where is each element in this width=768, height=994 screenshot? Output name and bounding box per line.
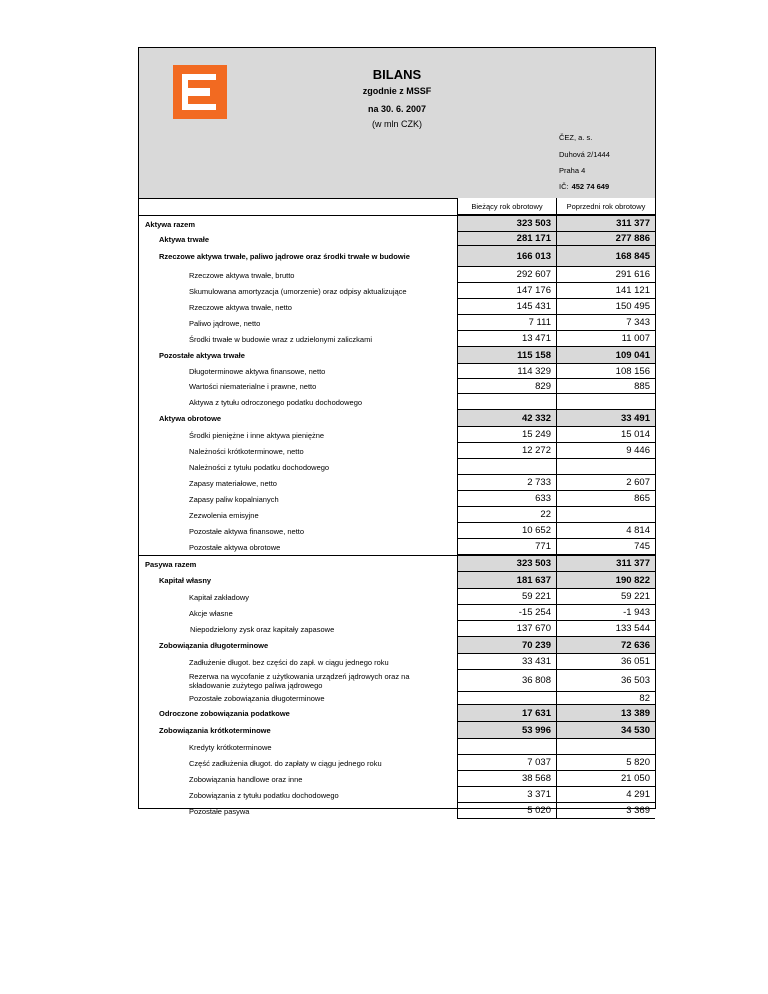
row-label: Zobowiązania krótkoterminowe <box>159 726 271 735</box>
row-label: Środki pieniężne i inne aktywa pieniężne <box>189 430 325 440</box>
report-subtitle: zgodnie z MSSF <box>362 86 432 96</box>
previous-year-value <box>556 507 655 523</box>
row-label: Paliwo jądrowe, netto <box>189 318 261 328</box>
table-row <box>139 637 655 654</box>
table-row <box>139 705 655 722</box>
report-unit: (w mln CZK) <box>372 119 422 129</box>
previous-year-value: 36 051 <box>556 654 655 670</box>
report-header <box>139 48 655 199</box>
current-year-value: 12 272 <box>457 443 556 459</box>
previous-year-value <box>556 739 655 755</box>
current-year-value <box>457 739 556 755</box>
table-row <box>139 621 655 637</box>
previous-year-value: 168 845 <box>556 246 655 267</box>
current-year-value: 292 607 <box>457 267 556 283</box>
report-date: na 30. 6. 2007 <box>367 104 427 114</box>
row-label: Zobowiązania długoterminowe <box>159 641 269 650</box>
previous-year-value: 21 050 <box>556 771 655 787</box>
current-year-value: 22 <box>457 507 556 523</box>
current-year-value: 181 637 <box>457 572 556 589</box>
table-row <box>139 555 655 572</box>
current-year-value: 281 171 <box>457 232 556 246</box>
previous-year-value <box>556 459 655 475</box>
row-label: Rzeczowe aktywa trwałe, brutto <box>189 270 295 280</box>
previous-year-value: 4 291 <box>556 787 655 803</box>
row-label: Aktywa z tytułu odroczonego podatku dochodowego <box>189 397 363 407</box>
previous-year-value: 291 616 <box>556 267 655 283</box>
previous-year-value: 133 544 <box>556 621 655 637</box>
current-year-value: 147 176 <box>457 283 556 299</box>
table-row <box>139 283 655 299</box>
current-year-value: 15 249 <box>457 427 556 443</box>
table-row <box>139 315 655 331</box>
previous-year-value: 5 820 <box>556 755 655 771</box>
previous-year-value: 11 007 <box>556 331 655 347</box>
table-row <box>139 670 655 692</box>
table-row <box>139 523 655 539</box>
previous-year-value: 865 <box>556 491 655 507</box>
previous-year-value: 4 814 <box>556 523 655 539</box>
current-year-value: 7 037 <box>457 755 556 771</box>
table-row <box>139 331 655 347</box>
previous-year-value: 9 446 <box>556 443 655 459</box>
previous-year-value: 34 530 <box>556 722 655 739</box>
row-label: Skumulowana amortyzacja (umorzenie) oraz odpisy aktualizujące <box>189 286 407 296</box>
ic-label: IČ: <box>559 182 569 191</box>
previous-year-value: 745 <box>556 539 655 555</box>
column-header-previous: Poprzedni rok obrotowy <box>556 198 655 215</box>
previous-year-value: 311 377 <box>556 216 655 232</box>
table-row <box>139 443 655 459</box>
company-ic <box>559 182 609 191</box>
current-year-value: 829 <box>457 379 556 394</box>
previous-year-value: 150 495 <box>556 299 655 315</box>
table-row <box>139 379 655 394</box>
current-year-value: 137 670 <box>457 621 556 637</box>
table-row <box>139 215 655 232</box>
table-row <box>139 755 655 771</box>
row-label: Kredyty krótkoterminowe <box>189 742 272 752</box>
current-year-value: 10 652 <box>457 523 556 539</box>
table-row <box>139 347 655 364</box>
current-year-value: 2 733 <box>457 475 556 491</box>
row-label: Zapasy materiałowe, netto <box>189 478 277 488</box>
table-row <box>139 364 655 379</box>
current-year-value: 38 568 <box>457 771 556 787</box>
current-year-value <box>457 394 556 410</box>
previous-year-value: 3 369 <box>556 803 655 819</box>
current-year-value: -15 254 <box>457 605 556 621</box>
previous-year-value: 82 <box>556 692 655 705</box>
table-row <box>139 739 655 755</box>
row-label: Zezwolenia emisyjne <box>189 510 259 520</box>
row-label: Należności krótkoterminowe, netto <box>189 446 304 456</box>
previous-year-value: -1 943 <box>556 605 655 621</box>
previous-year-value: 15 014 <box>556 427 655 443</box>
previous-year-value: 7 343 <box>556 315 655 331</box>
table-row <box>139 394 655 410</box>
table-row <box>139 427 655 443</box>
balance-sheet <box>138 47 656 816</box>
balance-table <box>139 215 655 819</box>
row-label: Niepodzielony zysk oraz kapitały zapasowe <box>190 624 335 634</box>
table-row <box>139 722 655 739</box>
current-year-value: 5 020 <box>457 803 556 819</box>
row-label: Pozostałe aktywa obrotowe <box>189 542 281 552</box>
row-label: Należności z tytułu podatku dochodowego <box>189 462 330 472</box>
table-row <box>139 787 655 803</box>
current-year-value: 33 431 <box>457 654 556 670</box>
row-label: Kapitał własny <box>159 576 212 585</box>
table-row <box>139 507 655 523</box>
table-row <box>139 572 655 589</box>
previous-year-value: 109 041 <box>556 347 655 364</box>
current-year-value <box>457 692 556 705</box>
previous-year-value: 72 636 <box>556 637 655 654</box>
row-label: Pasywa razem <box>145 559 197 569</box>
previous-year-value: 13 389 <box>556 705 655 722</box>
previous-year-value: 141 121 <box>556 283 655 299</box>
column-headers <box>457 198 655 215</box>
current-year-value: 59 221 <box>457 589 556 605</box>
current-year-value: 323 503 <box>457 556 556 572</box>
current-year-value: 145 431 <box>457 299 556 315</box>
column-header-current: Bieżący rok obrotowy <box>457 198 556 215</box>
row-label: Wartości niematerialne i prawne, netto <box>189 382 317 391</box>
current-year-value: 13 471 <box>457 331 556 347</box>
table-row <box>139 605 655 621</box>
row-label: Rezerwa na wycofanie z użytkowania urządzeń jądrowych oraz na składowanie zużytego paliwa jądrowego <box>189 672 410 690</box>
previous-year-value: 311 377 <box>556 556 655 572</box>
current-year-value: 323 503 <box>457 216 556 232</box>
row-label: Pozostałe aktywa trwałe <box>159 351 245 360</box>
row-label: Aktywa obrotowe <box>159 414 222 423</box>
current-year-value: 70 239 <box>457 637 556 654</box>
previous-year-value <box>556 394 655 410</box>
current-year-value: 17 631 <box>457 705 556 722</box>
table-row <box>139 232 655 246</box>
table-row <box>139 267 655 283</box>
current-year-value: 42 332 <box>457 410 556 427</box>
table-row <box>139 475 655 491</box>
current-year-value: 36 808 <box>457 670 556 692</box>
current-year-value: 115 158 <box>457 347 556 364</box>
row-label: Pozostałe pasywa <box>189 806 250 816</box>
previous-year-value: 36 503 <box>556 670 655 692</box>
current-year-value: 114 329 <box>457 364 556 379</box>
previous-year-value: 2 607 <box>556 475 655 491</box>
row-label: Długoterminowe aktywa finansowe, netto <box>189 367 326 376</box>
current-year-value: 53 996 <box>457 722 556 739</box>
row-label: Odroczone zobowiązania podatkowe <box>159 709 290 718</box>
previous-year-value: 277 886 <box>556 232 655 246</box>
current-year-value: 3 371 <box>457 787 556 803</box>
previous-year-value: 59 221 <box>556 589 655 605</box>
current-year-value: 633 <box>457 491 556 507</box>
table-row <box>139 410 655 427</box>
current-year-value: 7 111 <box>457 315 556 331</box>
row-label: Aktywa trwałe <box>159 234 210 244</box>
table-row <box>139 589 655 605</box>
row-label: Zobowiązania handlowe oraz inne <box>189 774 303 784</box>
row-label: Zadłużenie długot. bez części do zapł. w ciągu jednego roku <box>189 657 389 667</box>
row-label: Kapitał zakładowy <box>189 592 250 602</box>
table-row <box>139 299 655 315</box>
company-city: Praha 4 <box>559 166 586 175</box>
row-label: Rzeczowe aktywa trwałe, netto <box>189 302 292 312</box>
previous-year-value: 885 <box>556 379 655 394</box>
row-label: Zobowiązania z tytułu podatku dochodowego <box>189 790 339 800</box>
report-title: BILANS <box>372 67 422 82</box>
ic-value: 452 74 649 <box>571 182 610 191</box>
row-label: Środki trwałe w budowie wraz z udzielonymi zaliczkami <box>189 334 372 344</box>
row-label: Pozostałe aktywa finansowe, netto <box>189 526 305 536</box>
table-row <box>139 246 655 267</box>
company-name: ČEZ, a. s. <box>559 133 593 142</box>
row-label: Rzeczowe aktywa trwałe, paliwo jądrowe oraz środki trwałe w budowie <box>159 252 410 261</box>
table-row <box>139 771 655 787</box>
company-address: Duhová 2/1444 <box>559 150 610 159</box>
row-label: Zapasy paliw kopalnianych <box>189 494 279 504</box>
table-row <box>139 803 655 819</box>
row-label: Aktywa razem <box>145 219 196 229</box>
current-year-value: 771 <box>457 539 556 555</box>
row-label: Część zadłużenia długot. do zapłaty w ciągu jednego roku <box>189 758 382 768</box>
table-row <box>139 491 655 507</box>
current-year-value <box>457 459 556 475</box>
table-row <box>139 654 655 670</box>
previous-year-value: 33 491 <box>556 410 655 427</box>
previous-year-value: 108 156 <box>556 364 655 379</box>
table-row <box>139 692 655 705</box>
previous-year-value: 190 822 <box>556 572 655 589</box>
current-year-value: 166 013 <box>457 246 556 267</box>
row-label: Akcje własne <box>189 608 233 618</box>
table-row <box>139 459 655 475</box>
row-label: Pozostałe zobowiązania długoterminowe <box>189 694 325 703</box>
table-row <box>139 539 655 555</box>
